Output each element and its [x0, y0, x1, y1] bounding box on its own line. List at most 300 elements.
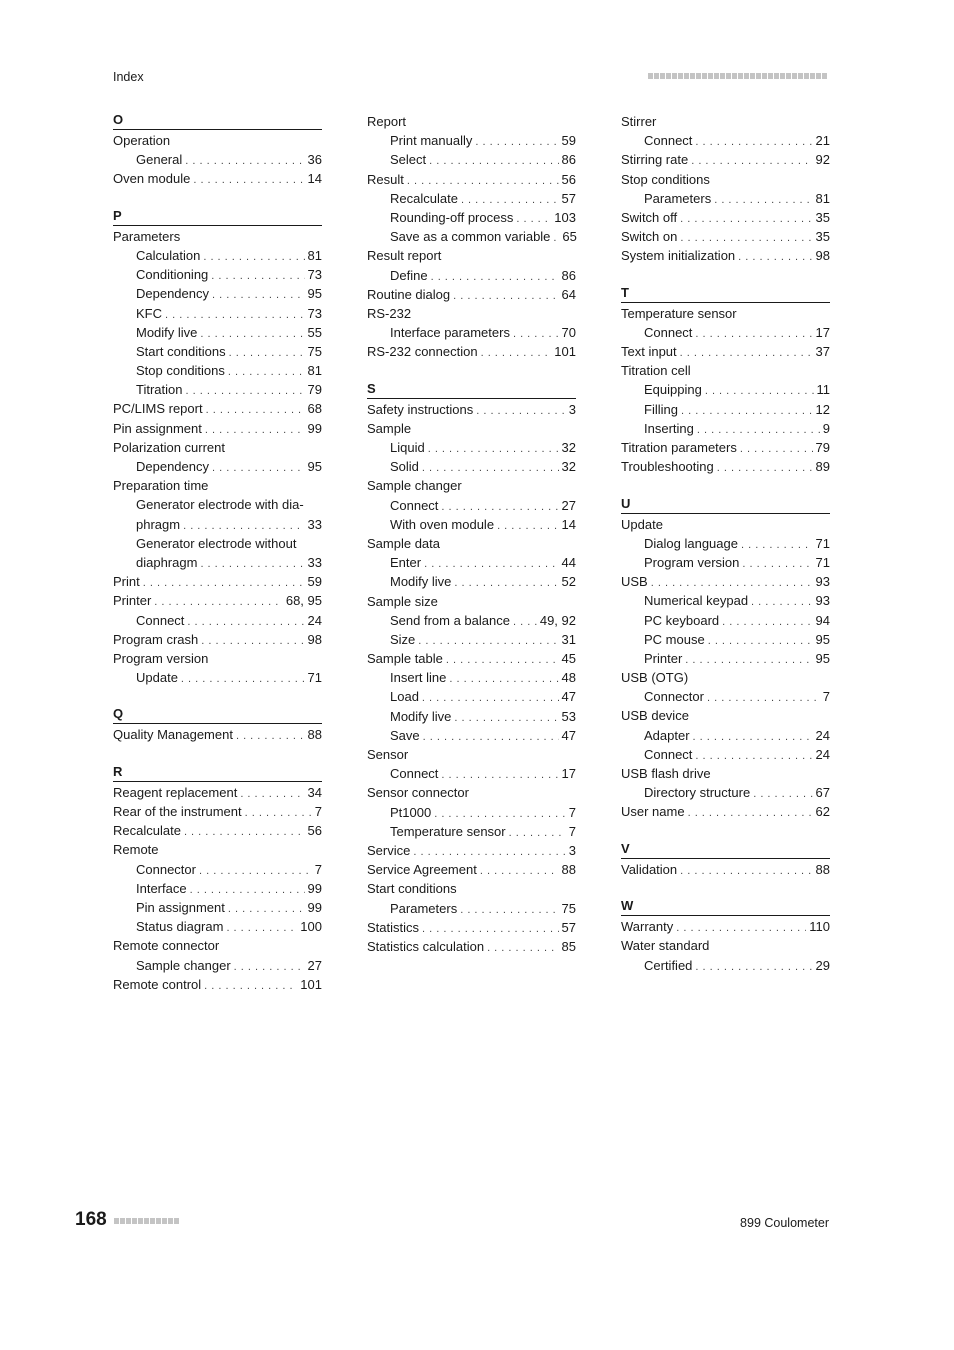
index-entry: [621, 361, 830, 380]
section-letter: U: [621, 496, 830, 514]
entry-term: Sensor connector: [367, 785, 469, 801]
entry-term: Quality Management: [113, 727, 233, 743]
section-letter: W: [621, 898, 830, 916]
entry-page-ref[interactable]: 68: [307, 401, 322, 417]
entry-term: Printer: [113, 593, 152, 609]
index-subentry[interactable]: [367, 822, 576, 841]
dot-leader: [688, 804, 813, 823]
entry-term: PC mouse: [644, 631, 705, 647]
index-subentry[interactable]: [367, 457, 576, 476]
entry-page-ref[interactable]: 103: [554, 209, 576, 225]
index-entry[interactable]: [367, 841, 576, 860]
index-subentry[interactable]: [113, 380, 322, 399]
entry-page-ref[interactable]: 81: [307, 247, 322, 263]
index-entry[interactable]: [367, 342, 576, 361]
index-entry[interactable]: [367, 937, 576, 956]
entry-page-ref[interactable]: 32: [561, 440, 576, 455]
index-entry: [113, 227, 322, 246]
entry-page-ref[interactable]: 27: [307, 957, 322, 973]
entry-page-ref[interactable]: 95: [307, 459, 322, 474]
entry-page-ref[interactable]: 3: [568, 401, 576, 417]
entry-term: Modify live: [136, 324, 198, 340]
index-section: [113, 208, 322, 688]
entry-page-ref[interactable]: 52: [561, 574, 576, 590]
dot-leader: [680, 862, 812, 881]
entry-term: Modify live: [390, 708, 452, 724]
entry-page-ref[interactable]: 75: [307, 343, 322, 359]
entry-term: Sample size: [367, 593, 438, 609]
dot-leader: [181, 670, 305, 689]
entry-page-ref[interactable]: 57: [561, 919, 576, 935]
entry-page-ref[interactable]: 68, 95: [285, 593, 322, 609]
entry-term: Troubleshooting: [621, 459, 714, 475]
entry-page-ref[interactable]: 27: [561, 497, 576, 513]
entry-page-ref[interactable]: 59: [561, 133, 576, 149]
entry-page-ref[interactable]: 73: [307, 305, 322, 321]
index-subentry[interactable]: [367, 611, 576, 630]
entry-page-ref[interactable]: 81: [307, 363, 322, 379]
footer-decorative-dots: [114, 1218, 179, 1224]
index-entry[interactable]: [113, 725, 322, 744]
header-title: Index: [113, 70, 144, 84]
index-subentry[interactable]: [621, 534, 830, 553]
entry-page-ref[interactable]: 93: [815, 574, 830, 590]
index-entry[interactable]: [367, 860, 576, 879]
entry-page-ref[interactable]: 7: [568, 823, 576, 839]
entry-term: RS-232: [367, 305, 412, 321]
index-subentry[interactable]: [367, 707, 576, 726]
entry-page-ref[interactable]: 9: [822, 420, 830, 436]
entry-term: Operation: [113, 133, 171, 148]
index-entry[interactable]: [621, 342, 830, 361]
decorative-dot: [144, 1218, 149, 1224]
entry-page-ref[interactable]: 59: [307, 574, 322, 590]
decorative-dot: [774, 73, 779, 79]
index-entry[interactable]: [621, 208, 830, 227]
dot-leader: [738, 248, 812, 267]
entry-term: Water standard: [621, 938, 710, 954]
entry-page-ref[interactable]: 67: [815, 785, 830, 801]
entry-page-ref[interactable]: 7: [314, 861, 322, 877]
entry-page-ref[interactable]: 47: [561, 727, 576, 743]
entry-page-ref[interactable]: 88: [561, 862, 576, 878]
index-section: [367, 381, 576, 956]
entry-page-ref[interactable]: 45: [561, 651, 576, 667]
index-subentry[interactable]: [621, 189, 830, 208]
entry-page-ref[interactable]: 7: [314, 804, 322, 819]
index-subentry[interactable]: [367, 764, 576, 783]
entry-page-ref[interactable]: 14: [307, 171, 322, 187]
index-entry: [621, 706, 830, 725]
index-entry[interactable]: [621, 150, 830, 169]
entry-page-ref[interactable]: 47: [561, 689, 576, 705]
index-entry[interactable]: [113, 783, 322, 802]
entry-page-ref[interactable]: 7: [822, 689, 830, 705]
decorative-dot: [756, 73, 761, 79]
decorative-dot: [666, 73, 671, 79]
dot-leader: [708, 632, 813, 651]
index-subentry[interactable]: [113, 515, 322, 534]
decorative-dot: [132, 1218, 137, 1224]
dot-leader: [685, 651, 812, 670]
index-subentry[interactable]: [367, 726, 576, 745]
index-subentry[interactable]: [113, 917, 322, 936]
entry-term: Inserting: [644, 420, 694, 436]
entry-page-ref[interactable]: 98: [307, 631, 322, 647]
section-letter: P: [113, 208, 322, 226]
section-letter: T: [621, 285, 830, 303]
entry-page-ref[interactable]: 21: [815, 133, 830, 149]
entry-term: Solid: [390, 459, 419, 475]
dot-leader: [753, 785, 812, 804]
entry-term: Oven module: [113, 171, 191, 187]
entry-term: Validation: [621, 861, 678, 877]
entry-page-ref[interactable]: 36: [307, 152, 322, 168]
entry-term: Program crash: [113, 631, 199, 647]
index-subentry[interactable]: [113, 323, 322, 342]
index-subentry[interactable]: [621, 419, 830, 438]
index-subentry[interactable]: [367, 266, 576, 285]
entry-page-ref[interactable]: 56: [561, 171, 576, 187]
entry-term: USB (OTG): [621, 670, 689, 686]
entry-term: Parameters: [390, 900, 458, 916]
entry-term: Pt1000: [390, 804, 432, 820]
entry-term: Load: [390, 689, 419, 705]
entry-term: Titration cell: [621, 363, 691, 379]
entry-term: Text input: [621, 344, 677, 360]
entry-page-ref[interactable]: 71: [815, 554, 830, 570]
entry-page-ref[interactable]: 94: [815, 612, 830, 628]
entry-page-ref[interactable]: 56: [307, 823, 322, 839]
entry-term: Adapter: [644, 727, 690, 743]
index-entry[interactable]: [367, 918, 576, 937]
index-subentry[interactable]: [621, 630, 830, 649]
index-subentry[interactable]: [621, 380, 830, 399]
index-subentry[interactable]: [113, 457, 322, 476]
entry-page-ref[interactable]: 31: [561, 631, 576, 647]
entry-page-ref[interactable]: 65: [562, 229, 577, 245]
entry-page-ref[interactable]: 95: [307, 286, 322, 302]
index-subentry[interactable]: [113, 553, 322, 572]
dot-leader: [680, 344, 813, 363]
index-entry[interactable]: [621, 572, 830, 591]
entry-page-ref[interactable]: 34: [307, 784, 322, 800]
index-subentry[interactable]: [113, 611, 322, 630]
index-subentry[interactable]: [113, 879, 322, 898]
index-subentry[interactable]: [367, 208, 576, 227]
entry-page-ref[interactable]: 101: [554, 344, 576, 360]
entry-page-ref[interactable]: 24: [307, 612, 322, 628]
entry-term: Parameters: [113, 228, 181, 244]
index-subentry[interactable]: [621, 131, 830, 150]
entry-page-ref[interactable]: 53: [561, 708, 576, 724]
dot-leader: [714, 191, 812, 210]
dot-leader: [234, 958, 305, 977]
index-subentry[interactable]: [621, 553, 830, 572]
dot-leader: [742, 555, 812, 574]
index-subentry[interactable]: [621, 400, 830, 419]
entry-page-ref[interactable]: 24: [815, 727, 830, 743]
index-entry: [367, 419, 576, 438]
dot-leader: [741, 536, 813, 555]
entry-page-ref[interactable]: 71: [815, 535, 830, 551]
decorative-dot: [120, 1218, 125, 1224]
entry-page-ref[interactable]: 85: [561, 938, 576, 954]
index-entry: [621, 668, 830, 687]
entry-page-ref[interactable]: 3: [568, 842, 576, 858]
index-entry[interactable]: [621, 802, 830, 821]
index-subentry[interactable]: [621, 323, 830, 342]
index-subentry[interactable]: [367, 496, 576, 515]
entry-page-ref[interactable]: 99: [307, 880, 322, 896]
index-entry[interactable]: [113, 630, 322, 649]
index-subentry[interactable]: [621, 687, 830, 706]
entry-page-ref[interactable]: 88: [307, 727, 322, 743]
entry-term: Insert line: [390, 670, 447, 686]
index-entry[interactable]: [113, 821, 322, 840]
index-entry[interactable]: [113, 572, 322, 591]
index-entry: [113, 131, 322, 150]
entry-term: Start conditions: [367, 881, 457, 897]
index-subentry[interactable]: [113, 150, 322, 169]
dot-leader: [695, 958, 812, 977]
decorative-dot: [786, 73, 791, 79]
entry-page-ref[interactable]: 86: [561, 152, 576, 168]
index-subentry[interactable]: [621, 591, 830, 610]
page-number: 168: [75, 1209, 107, 1230]
entry-term: Dialog language: [644, 535, 738, 551]
index-subentry[interactable]: [113, 342, 322, 361]
index-subentry[interactable]: [113, 304, 322, 323]
entry-page-ref[interactable]: 37: [815, 344, 830, 360]
entry-page-ref[interactable]: 29: [815, 957, 830, 973]
entry-term: Polarization current: [113, 439, 225, 455]
dot-leader: [203, 248, 304, 267]
entry-page-ref[interactable]: 73: [307, 267, 322, 283]
index-entry[interactable]: [367, 285, 576, 304]
index-entry[interactable]: [113, 975, 322, 994]
entry-page-ref[interactable]: 55: [307, 324, 322, 340]
index-entry[interactable]: [621, 917, 830, 936]
dot-leader: [143, 574, 305, 593]
index-entry[interactable]: [367, 649, 576, 668]
index-entry[interactable]: [621, 457, 830, 476]
dot-leader: [513, 613, 537, 632]
entry-term: Printer: [644, 650, 683, 666]
entry-term: Stop conditions: [136, 363, 225, 379]
entry-term: Pin assignment: [136, 899, 225, 915]
dot-leader: [226, 919, 297, 938]
entry-page-ref[interactable]: 32: [561, 459, 576, 475]
entry-page-ref[interactable]: 98: [815, 248, 830, 264]
index-entry[interactable]: [113, 169, 322, 188]
entry-term: Program version: [113, 650, 209, 666]
index-subentry[interactable]: [113, 898, 322, 917]
dot-leader: [680, 210, 812, 229]
section-letter: R: [113, 764, 322, 782]
index-subentry[interactable]: [367, 668, 576, 687]
dot-leader: [475, 133, 558, 152]
index-entry[interactable]: [113, 419, 322, 438]
index-subentry[interactable]: [113, 265, 322, 284]
dot-leader: [460, 901, 558, 920]
entry-term: Print manually: [390, 133, 473, 149]
index-entry: [367, 534, 576, 553]
index-subentry[interactable]: [367, 572, 576, 591]
entry-page-ref[interactable]: 110: [809, 919, 830, 935]
index-entry[interactable]: [621, 438, 830, 457]
entry-term: Print: [113, 574, 140, 590]
entry-page-ref[interactable]: 71: [307, 670, 322, 686]
entry-page-ref[interactable]: 62: [815, 804, 830, 820]
index-subentry[interactable]: [113, 246, 322, 265]
index-subentry[interactable]: [621, 745, 830, 764]
index-entry[interactable]: [621, 860, 830, 879]
entry-page-ref[interactable]: 79: [815, 440, 830, 455]
section-letter: V: [621, 841, 830, 859]
decorative-dot: [138, 1218, 143, 1224]
dot-leader: [722, 613, 812, 632]
index-section: [621, 496, 830, 822]
entry-page-ref[interactable]: 7: [568, 804, 576, 820]
index-subentry[interactable]: [367, 899, 576, 918]
decorative-dot: [654, 73, 659, 79]
entry-page-ref[interactable]: 64: [561, 286, 576, 302]
entry-page-ref[interactable]: 100: [300, 919, 322, 935]
index-subentry[interactable]: [367, 515, 576, 534]
entry-page-ref[interactable]: 48: [561, 670, 576, 686]
entry-page-ref[interactable]: 49, 92: [539, 612, 576, 628]
index-subentry[interactable]: [621, 726, 830, 745]
index-entry[interactable]: [367, 400, 576, 419]
entry-page-ref[interactable]: 14: [561, 516, 576, 532]
index-section: [621, 841, 830, 879]
decorative-dot: [114, 1218, 119, 1224]
index-section: [367, 112, 576, 361]
dot-leader: [187, 613, 304, 632]
index-subentry[interactable]: [367, 803, 576, 822]
index-subentry[interactable]: [113, 668, 322, 687]
entry-term: Sample data: [367, 535, 440, 551]
entry-term: Statistics: [367, 919, 420, 935]
index-section: [621, 898, 830, 975]
entry-term: KFC: [136, 305, 162, 321]
entry-page-ref[interactable]: 70: [561, 325, 576, 341]
decorative-dot: [822, 73, 827, 79]
entry-page-ref[interactable]: 92: [815, 152, 830, 168]
entry-term: Equipping: [644, 382, 702, 398]
entry-page-ref[interactable]: 11: [816, 382, 830, 398]
index-subentry[interactable]: [621, 611, 830, 630]
entry-page-ref[interactable]: 101: [300, 976, 322, 992]
index-entry: [367, 246, 576, 265]
index-entry[interactable]: [367, 170, 576, 189]
index-column-3: [621, 112, 830, 994]
index-subentry[interactable]: [367, 630, 576, 649]
index-entry[interactable]: [113, 399, 322, 418]
index-entry: [621, 170, 830, 189]
index-subentry[interactable]: [367, 189, 576, 208]
index-subentry[interactable]: [367, 150, 576, 169]
entry-page-ref[interactable]: 99: [307, 899, 322, 915]
entry-term: Recalculate: [113, 823, 181, 839]
index-entry[interactable]: [621, 246, 830, 265]
index-entry[interactable]: [621, 227, 830, 246]
index-subentry[interactable]: [367, 227, 576, 246]
decorative-dot: [810, 73, 815, 79]
entry-page-ref[interactable]: 12: [815, 401, 830, 417]
decorative-dot: [174, 1218, 179, 1224]
entry-page-ref[interactable]: 35: [815, 209, 830, 225]
index-entry[interactable]: [113, 802, 322, 821]
entry-term: USB flash drive: [621, 766, 711, 781]
entry-term: RS-232 connection: [367, 344, 478, 360]
index-section: [113, 764, 322, 994]
entry-term: General: [136, 152, 183, 168]
entry-page-ref[interactable]: 88: [815, 861, 830, 877]
entry-term: Sensor: [367, 747, 409, 762]
entry-page-ref[interactable]: 89: [815, 459, 830, 475]
decorative-dot: [708, 73, 713, 79]
index-subentry[interactable]: [367, 553, 576, 572]
index-subentry[interactable]: [367, 687, 576, 706]
index-subentry[interactable]: [621, 956, 830, 975]
dot-leader: [740, 440, 813, 459]
index-subentry[interactable]: [367, 438, 576, 457]
entry-term: Connect: [136, 612, 185, 628]
entry-page-ref[interactable]: 75: [561, 900, 576, 916]
entry-page-ref[interactable]: 35: [815, 229, 830, 245]
index-subentry[interactable]: [113, 860, 322, 879]
index-entry: [367, 592, 576, 611]
index-entry[interactable]: [113, 591, 322, 610]
index-subentry[interactable]: [367, 131, 576, 150]
index-subentry[interactable]: [367, 323, 576, 342]
entry-term: Statistics calculation: [367, 938, 485, 954]
entry-term: Preparation time: [113, 478, 209, 494]
entry-page-ref[interactable]: 17: [561, 766, 576, 782]
entry-page-ref[interactable]: 57: [561, 190, 576, 206]
entry-term: Sample changer: [136, 957, 231, 973]
entry-term: Connector: [644, 689, 704, 705]
dot-leader: [428, 440, 559, 459]
entry-page-ref[interactable]: 44: [561, 555, 576, 571]
entry-page-ref[interactable]: 81: [815, 190, 830, 206]
index-entry: [367, 112, 576, 131]
index-subentry[interactable]: [621, 783, 830, 802]
section-letter: S: [367, 381, 576, 399]
entry-page-ref[interactable]: 79: [307, 382, 322, 398]
entry-page-ref[interactable]: 33: [307, 554, 322, 570]
index-subentry[interactable]: [113, 284, 322, 303]
entry-page-ref[interactable]: 99: [307, 420, 322, 436]
index-subentry[interactable]: [113, 361, 322, 380]
decorative-dot: [678, 73, 683, 79]
entry-term: Rounding-off process: [390, 209, 514, 225]
index-subentry[interactable]: [621, 649, 830, 668]
entry-page-ref[interactable]: 93: [815, 593, 830, 609]
entry-page-ref[interactable]: 86: [561, 267, 576, 283]
dot-leader: [429, 152, 558, 171]
entry-page-ref[interactable]: 17: [815, 324, 830, 340]
decorative-dot: [126, 1218, 131, 1224]
index-entry: [367, 745, 576, 764]
entry-page-ref[interactable]: 95: [815, 650, 830, 666]
entry-page-ref[interactable]: 33: [307, 516, 322, 532]
entry-page-ref[interactable]: 24: [815, 746, 830, 762]
entry-page-ref[interactable]: 95: [815, 631, 830, 647]
index-subentry[interactable]: [113, 956, 322, 975]
